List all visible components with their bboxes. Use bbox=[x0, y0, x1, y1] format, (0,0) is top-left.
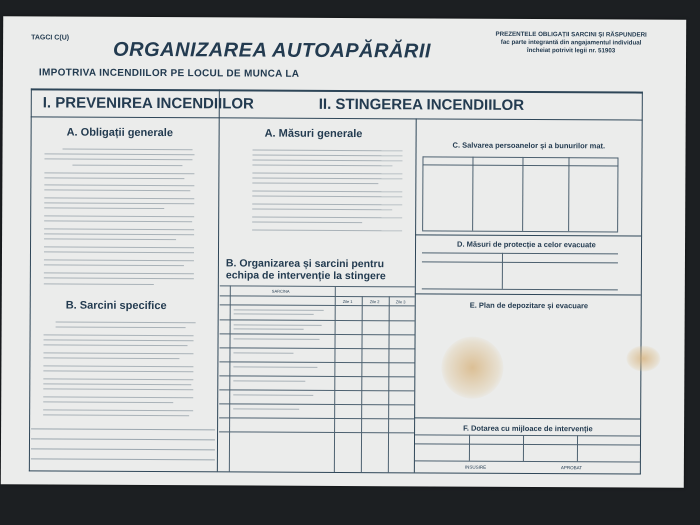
masuri-generale-title: A. Măsuri generale bbox=[264, 127, 363, 141]
frame-left bbox=[29, 88, 32, 471]
plan-depozitare-title: E. Plan de depozitare și evacuare bbox=[469, 300, 589, 311]
f-divider bbox=[414, 417, 640, 419]
table-col-sarcina: SARCINA bbox=[271, 288, 290, 294]
sarcini-specifice-text bbox=[3, 16, 686, 20]
salvarea-persoanelor-title: C. Salvarea persoanelor și a bunurilor mat. bbox=[452, 140, 606, 151]
obligatii-generale-title: A. Obligații generale bbox=[66, 126, 174, 140]
header-note bbox=[461, 31, 681, 56]
poster-title: ORGANIZAREA AUTOAPĂRĂRII bbox=[112, 38, 432, 63]
d-divider bbox=[415, 234, 641, 236]
table-col-zile-2: Zile 2 bbox=[369, 299, 380, 305]
section-2-heading: II. STINGEREA INCENDIILOR bbox=[318, 95, 525, 114]
e-divider bbox=[415, 293, 641, 295]
poster-subtitle: IMPOTRIVA INCENDIILOR PE LOCUL DE MUNCA LA bbox=[38, 67, 300, 80]
section-1-blank-lines bbox=[3, 16, 686, 20]
sarcini-specifice-title: B. Sarcini specifice bbox=[65, 299, 167, 313]
header-note-line-1: PREZENTELE OBLIGAȚII SARCINI ȘI RĂSPUNDERI bbox=[495, 30, 647, 39]
masuri-protectie-title: D. Măsuri de protecție a celor evacuate bbox=[457, 239, 596, 250]
echipa-interventie-title bbox=[226, 257, 386, 282]
frame-right bbox=[640, 92, 643, 475]
frame-top bbox=[31, 88, 643, 93]
poster-tag: TAGCI C(U) bbox=[31, 34, 70, 42]
column-divider bbox=[217, 89, 220, 471]
header-note-line-2: fac parte integrantă din angajamentul individual bbox=[500, 38, 642, 47]
masuri-generale-text bbox=[3, 16, 686, 20]
signature-right-label: APROBAT bbox=[560, 465, 583, 471]
dotarea-mijloace-title: F. Dotarea cu mijloace de intervenție bbox=[463, 423, 593, 434]
water-stain bbox=[441, 337, 503, 399]
header-note-line-3: încheiat potrivit legii nr. 51903 bbox=[526, 46, 616, 55]
table-col-zile-1: Zile 1 bbox=[342, 298, 353, 305]
echipa-interventie-title-line-2: echipa de intervenție la stingere bbox=[225, 269, 386, 283]
salvarea-table bbox=[3, 16, 686, 20]
section-1-heading: I. PREVENIREA INCENDIILOR bbox=[42, 94, 254, 113]
signature-left-label: INSUSIRE bbox=[464, 464, 487, 470]
water-stain-small bbox=[626, 345, 660, 371]
fire-safety-poster bbox=[1, 16, 686, 488]
echipa-interventie-title-line-1: B. Organizarea și sarcini pentru bbox=[225, 257, 385, 271]
heading-band-bottom bbox=[31, 116, 643, 120]
obligatii-generale-text bbox=[3, 16, 686, 20]
protectie-table bbox=[3, 16, 686, 20]
dotarea-table bbox=[3, 16, 686, 20]
table-col-zile-3: Zile 3 bbox=[395, 299, 406, 305]
